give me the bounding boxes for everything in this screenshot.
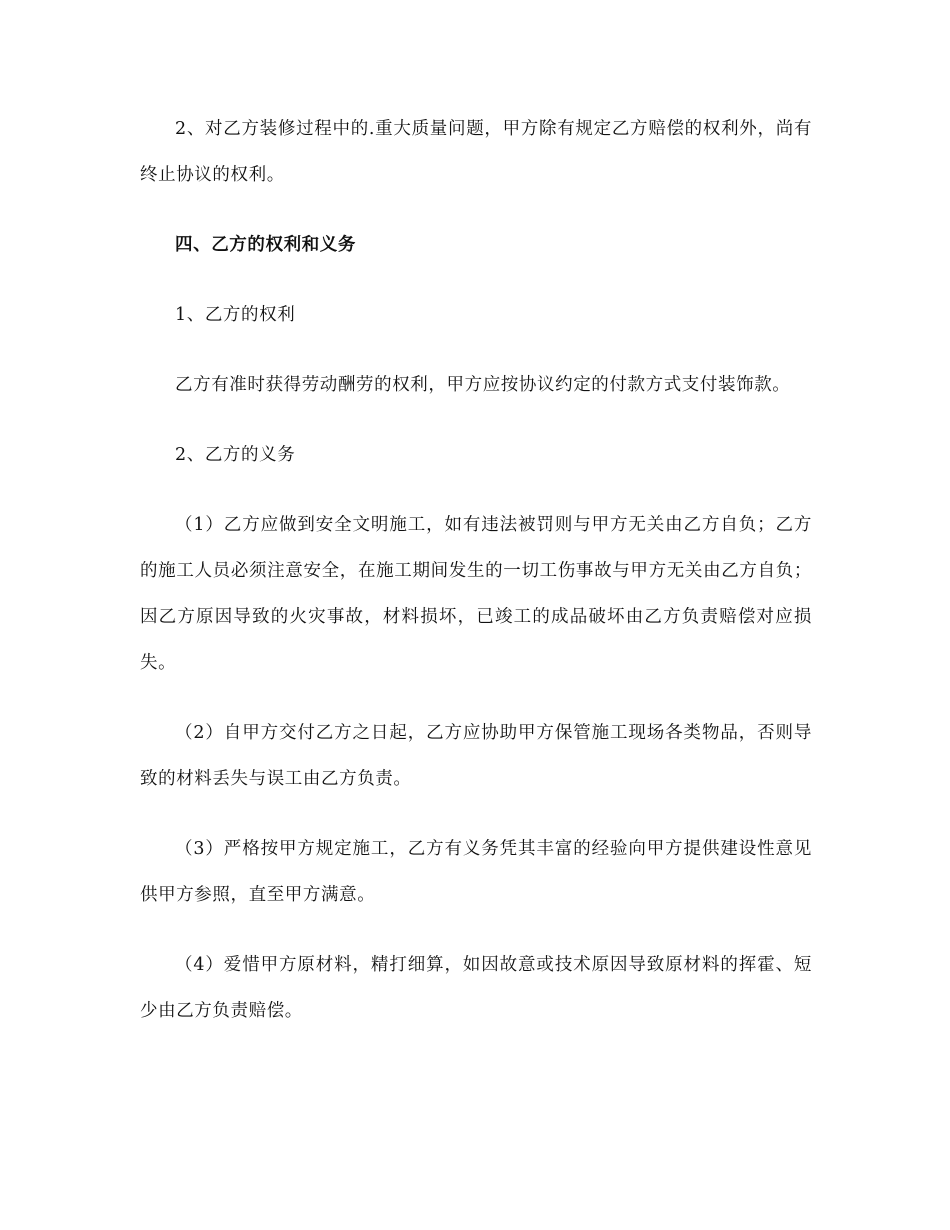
document-body	[140, 106, 812, 1034]
paragraph-obligation-2-custody: （2）自甲方交付乙方之日起，乙方应协助甲方保管施工现场各类物品，否则导致的材料丢失与误工由乙方负责。	[140, 723, 812, 789]
section-heading-party-b-rights-obligations: 四、乙方的权利和义务	[175, 235, 356, 255]
subheading-party-b-rights: 1、乙方的权利	[175, 305, 296, 325]
paragraph-obligation-3-construction: （3）严格按甲方规定施工，乙方有义务凭其丰富的经验向甲方提供建设性意见供甲方参照，直至甲方满意。	[140, 839, 812, 905]
subheading-party-b-obligations: 2、乙方的义务	[175, 445, 296, 465]
paragraph-quality-termination-right: 2、对乙方装修过程中的.重大质量问题，甲方除有规定乙方赔偿的权利外，尚有终止协议的权利。	[140, 119, 812, 185]
paragraph-party-b-payment-right: 乙方有准时获得劳动酬劳的权利，甲方应按协议约定的付款方式支付装饰款。	[175, 375, 791, 395]
paragraph-obligation-1-safety: （1）乙方应做到安全文明施工，如有违法被罚则与甲方无关由乙方自负；乙方的施工人员必须注意安全，在施工期间发生的一切工伤事故与甲方无关由乙方自负；因乙方原因导致的火灾事故，材料损坏，已竣工的成品破坏由乙方负责赔偿对应损失。	[140, 515, 812, 673]
paragraph-obligation-4-materials: （4）爱惜甲方原材料，精打细算，如因故意或技术原因导致原材料的挥霍、短少由乙方负责赔偿。	[140, 955, 812, 1021]
